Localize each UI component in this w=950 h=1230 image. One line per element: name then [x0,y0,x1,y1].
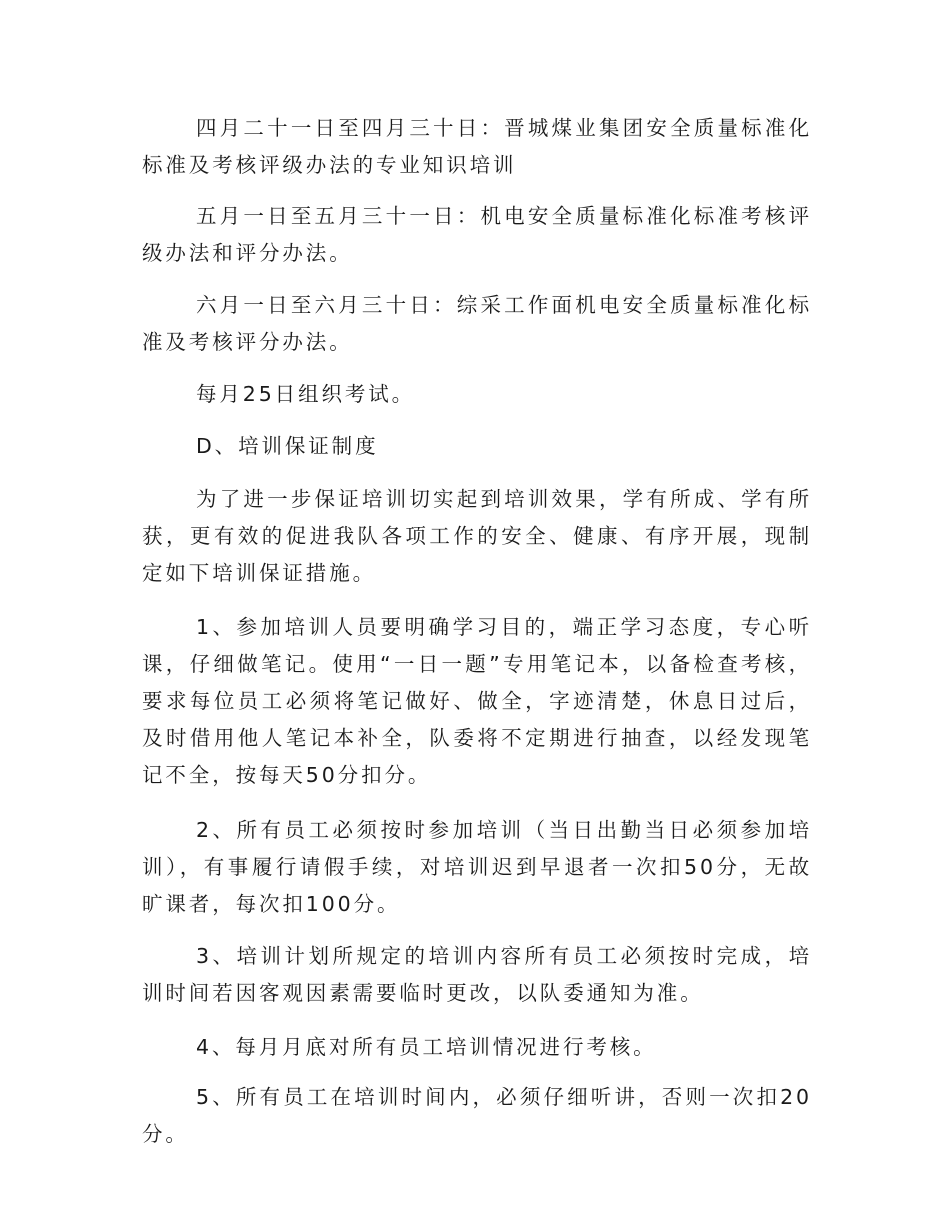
paragraph-rule-3: 3、培训计划所规定的培训内容所有员工必须按时完成，培训时间若因客观因素需要临时更改，以队委通知为准。 [142,944,812,1005]
paragraph-schedule-june: 六月一日至六月三十日：综采工作面机电安全质量标准化标准及考核评分办法。 [142,293,812,354]
paragraph-rule-4: 4、每月月底对所有员工培训情况进行考核。 [196,1035,657,1059]
paragraph-intro-measures: 为了进一步保证培训切实起到培训效果，学有所成、学有所获，更有效的促进我队各项工作的安全、健康、有序开展，现制定如下培训保证措施。 [142,487,812,585]
paragraph-schedule-april: 四月二十一日至四月三十日：晋城煤业集团安全质量标准化标准及考核评级办法的专业知识培训 [142,116,812,177]
paragraph-rule-2: 2、所有员工必须按时参加培训（当日出勤当日必须参加培训），有事履行请假手续，对培训迟到早退者一次扣50分，无故旷课者，每次扣100分。 [142,818,812,916]
paragraph-monthly-exam: 每月25日组织考试。 [196,382,416,406]
paragraph-schedule-may: 五月一日至五月三十一日：机电安全质量标准化标准考核评级办法和评分办法。 [142,204,812,265]
paragraph-rule-5: 5、所有员工在培训时间内，必须仔细听讲，否则一次扣20分。 [142,1085,812,1146]
paragraph-rule-1: 1、参加培训人员要明确学习目的，端正学习态度，专心听课，仔细做笔记。使用“一日一题”专用笔记本，以备检查考核，要求每位员工必须将笔记做好、做全，字迹清楚，休息日过后，及时借用他人笔记本补全，队委将不定期进行抽查，以经发现笔记不全，按每天50分扣分。 [142,615,812,787]
section-heading-training-guarantee: D、培训保证制度 [196,434,379,458]
